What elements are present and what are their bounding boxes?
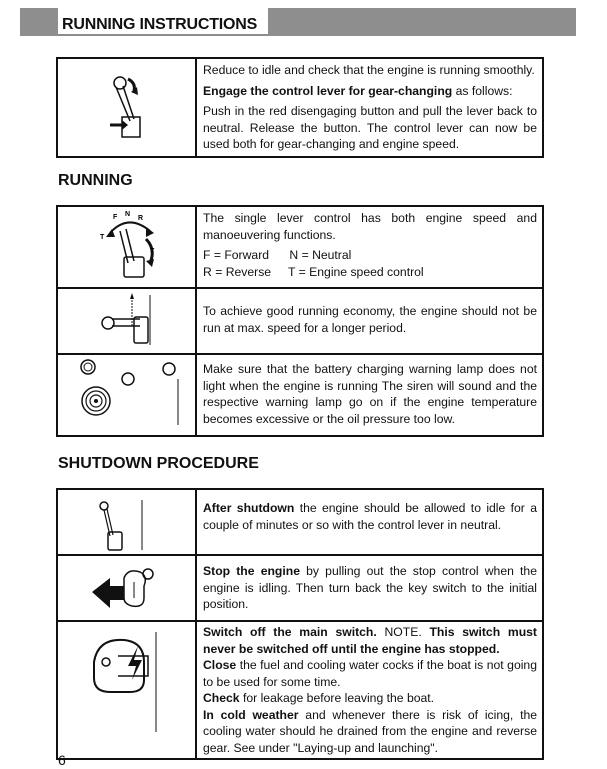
legend-line-2 xyxy=(203,264,537,281)
legend-reverse: R = Reverse xyxy=(203,264,272,279)
lever-label-t-right: T xyxy=(150,248,155,255)
shutdown-text-cell-3 xyxy=(196,621,543,759)
lever-functions-icon xyxy=(58,207,195,287)
legend-neutral: N = Neutral xyxy=(289,248,352,262)
warning-lamps-figure xyxy=(57,354,196,436)
lever-neutral-icon xyxy=(58,490,195,554)
legend-speed: T = Engine speed control xyxy=(288,264,424,279)
table-row xyxy=(57,58,543,157)
control-lever-icon xyxy=(58,59,195,156)
main-switch-note: NOTE. xyxy=(376,625,430,639)
lever-neutral-figure xyxy=(57,489,196,555)
main-switch-paragraph xyxy=(203,624,537,657)
lever-functions-figure xyxy=(57,206,196,288)
intro-line-1: Reduce to idle and check that the engine is running smoothly. xyxy=(203,63,535,77)
intro-table xyxy=(56,57,544,158)
stop-engine-bold: Stop the engine xyxy=(203,564,300,578)
running-text-cell-1 xyxy=(196,206,543,288)
header-rule xyxy=(20,34,576,36)
table-row xyxy=(57,489,543,555)
shutdown-section-title: SHUTDOWN PROCEDURE xyxy=(58,455,259,472)
lever-label-t-left: T xyxy=(100,234,105,241)
stop-control-icon xyxy=(58,556,195,620)
running-text-cell-2: To achieve good running economy, the engine should not be run at max. speed for a longer period. xyxy=(196,288,543,354)
intro-line-2 xyxy=(203,83,537,100)
intro-line-3: Push in the red disengaging button and pull the lever back to neutral. Release the button. The control lever can now be used both for gear-changing and engine speed. xyxy=(203,104,537,151)
table-row xyxy=(57,621,543,759)
check-paragraph xyxy=(203,690,537,707)
stop-control-figure xyxy=(57,555,196,621)
table-row xyxy=(57,288,543,354)
cold-weather-bold: In cold weather xyxy=(203,707,299,722)
running-section-title: RUNNING xyxy=(58,172,133,189)
header-bar-left xyxy=(20,8,58,34)
header-bar-right xyxy=(268,8,576,34)
close-bold: Close xyxy=(203,658,237,672)
intro-line-2-bold: Engage the control lever for gear-changing xyxy=(203,83,453,98)
main-switch-warning: This switch must never be switched off until the engine has stopped. xyxy=(203,625,537,656)
lever-label-f: F xyxy=(113,214,118,221)
legend-forward: F = Forward xyxy=(203,248,270,262)
lever-economy-icon xyxy=(58,289,195,353)
intro-text-cell xyxy=(196,58,543,157)
table-row xyxy=(57,206,543,288)
close-paragraph xyxy=(203,657,537,690)
lever-gear-figure xyxy=(57,58,196,157)
page-number: 6 xyxy=(58,752,66,768)
after-shutdown-bold: After shutdown xyxy=(203,501,295,515)
lever-label-r: R xyxy=(138,215,144,222)
check-text: for leakage before leaving the boat. xyxy=(239,691,435,705)
table-row xyxy=(57,555,543,621)
after-shutdown-text: the engine should be allowed to idle for a couple of minutes or so with the control lever in neutral. xyxy=(203,501,537,532)
legend-line-1 xyxy=(203,247,537,264)
table-row xyxy=(57,354,543,436)
page-title: RUNNING INSTRUCTIONS xyxy=(62,16,258,33)
intro-line-2-rest: as follows: xyxy=(452,83,513,98)
main-switch-bold: Switch off the main switch. xyxy=(203,625,377,639)
lever-label-n: N xyxy=(125,211,131,218)
shutdown-text-cell-2 xyxy=(196,555,543,621)
warning-lamps-icon xyxy=(58,355,195,435)
cold-weather-text: and whenever there is risk of icing, the cooling water should he drained from the engine and reverse gear. See under "Laying-up and launching". xyxy=(203,707,538,755)
lever-economy-figure xyxy=(57,288,196,354)
main-switch-figure xyxy=(57,621,196,759)
cold-weather-paragraph xyxy=(203,707,537,757)
running-line-1: The single lever control has both engine speed and manoeuvering functions. xyxy=(203,211,537,242)
shutdown-text-cell-1 xyxy=(196,489,543,555)
close-text: the fuel and cooling water cocks if the boat is not going to be used for some time. xyxy=(203,658,537,689)
running-table xyxy=(56,205,544,437)
stop-engine-text: by pulling out the stop control when the engine is idling. Then turn back the key switch to the initial position. xyxy=(203,564,537,611)
check-bold: Check xyxy=(203,691,240,705)
shutdown-table xyxy=(56,488,544,760)
running-text-cell-3: Make sure that the battery charging warning lamp does not light when the engine is running The siren will sound and the respective warning lamp go on if the engine temperature becomes excessive or the oil pressure too low. xyxy=(196,354,543,436)
main-switch-icon xyxy=(58,622,195,748)
